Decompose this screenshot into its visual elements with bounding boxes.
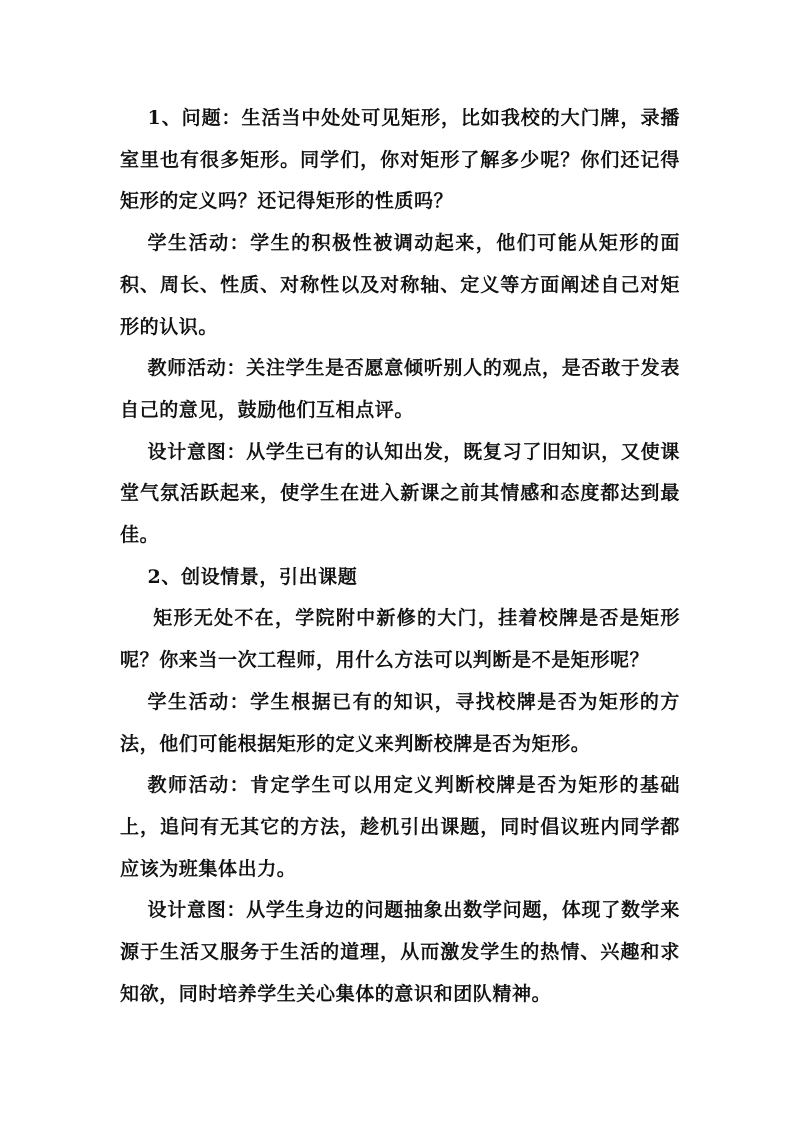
paragraph-design-intent-2: 设计意图：从学生身边的问题抽象出数学问题，体现了数学来源于生活又服务于生活的道理，从而激发学生的热情、兴趣和求知欲，同时培养学生关心集体的意识和团队精神。 <box>120 899 680 1005</box>
paragraph-design-intent-1: 设计意图：从学生已有的认知出发，既复习了旧知识，又使课堂气氛活跃起来，使学生在进入新课之前其情感和态度都达到最佳。 <box>120 440 680 547</box>
paragraph-scenario: 矩形无处不在，学院附中新修的大门，挂着校牌是否是矩形呢？你来当一次工程师，用什么方法可以判断是不是矩形呢？ <box>120 607 680 672</box>
document-body <box>120 98 680 1015</box>
paragraph-question: 1、问题：生活当中处处可见矩形，比如我校的大门牌，录播室里也有很多矩形。同学们，你对矩形了解多少呢？你们还记得矩形的定义吗？还记得矩形的性质吗？ <box>120 107 680 213</box>
paragraph-student-activity-2: 学生活动：学生根据已有的知识，寻找校牌是否为矩形的方法，他们可能根据矩形的定义来判断校牌是否为矩形。 <box>120 690 680 755</box>
paragraph-section-heading-2: 2、创设情景，引出课题 <box>147 565 358 588</box>
paragraph-teacher-activity-1: 教师活动：关注学生是否愿意倾听别人的观点，是否敢于发表自己的意见，鼓励他们互相点评。 <box>120 357 680 421</box>
paragraph-student-activity-1: 学生活动：学生的积极性被调动起来，他们可能从矩形的面积、周长、性质、对称性以及对称轴、定义等方面阐述自己对矩形的认识。 <box>120 232 680 338</box>
paragraph-teacher-activity-2: 教师活动：肯定学生可以用定义判断校牌是否为矩形的基础上，追问有无其它的方法，趁机引出课题，同时倡议班内同学都应该为班集体出力。 <box>120 774 680 880</box>
